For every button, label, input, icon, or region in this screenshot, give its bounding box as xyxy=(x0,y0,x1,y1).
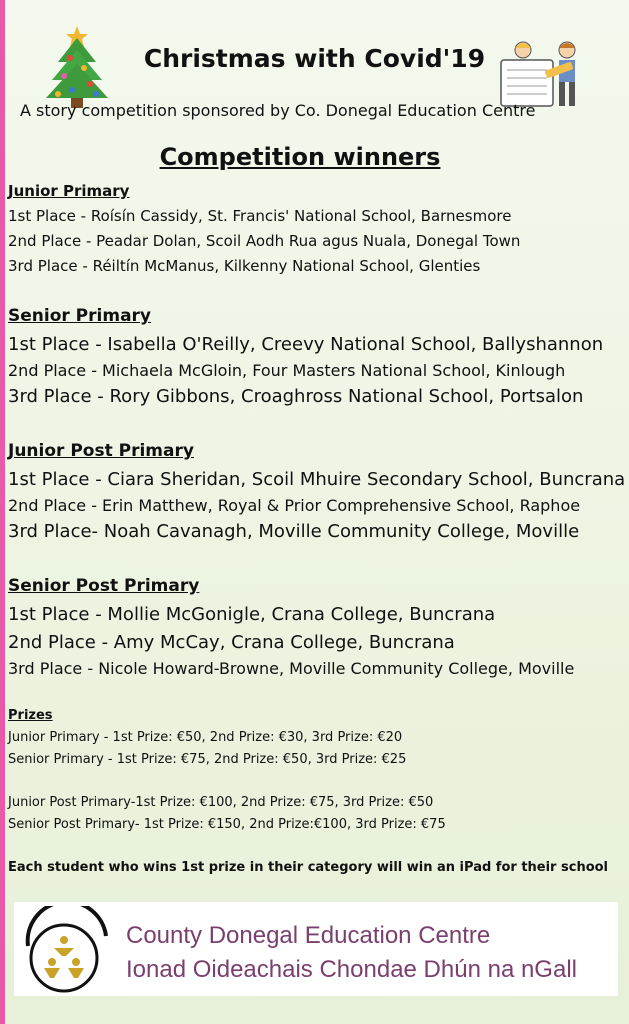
page-title: Christmas with Covid'19 xyxy=(143,44,486,73)
ipad-prize-note: Each student who wins 1st prize in their category will win an iPad for their school xyxy=(8,860,609,875)
page-subtitle: A story competition sponsored by Co. Donegal Education Centre xyxy=(20,101,536,120)
junior-primary-2nd: 2nd Place - Peadar Dolan, Scoil Aodh Rua agus Nuala, Donegal Town xyxy=(8,232,521,250)
logo-text-english: County Donegal Education Centre xyxy=(126,922,491,949)
senior-primary-3rd: 3rd Place - Rory Gibbons, Croaghross National School, Portsalon xyxy=(8,386,584,407)
senior-post-primary-3rd: 3rd Place - Nicole Howard-Browne, Moville Community College, Moville xyxy=(8,659,575,678)
senior-post-primary-1st: 1st Place - Mollie McGonigle, Crana College, Buncrana xyxy=(8,604,496,625)
education-centre-emblem-icon xyxy=(20,906,110,996)
education-centre-logo-banner xyxy=(14,902,618,996)
prize-senior-post-primary: Senior Post Primary- 1st Prize: €150, 2nd Prize:€100, 3rd Prize: €75 xyxy=(8,817,446,832)
prizes-heading: Prizes xyxy=(8,708,53,723)
competition-winners-heading: Competition winners xyxy=(159,143,441,171)
senior-post-primary-2nd: 2nd Place - Amy McCay, Crana College, Buncrana xyxy=(8,632,455,653)
junior-primary-1st: 1st Place - Roísín Cassidy, St. Francis' National School, Barnesmore xyxy=(8,207,512,225)
section-junior-post-primary-heading: Junior Post Primary xyxy=(8,441,194,461)
junior-primary-3rd: 3rd Place - Réiltín McManus, Kilkenny National School, Glenties xyxy=(8,257,481,275)
senior-primary-2nd: 2nd Place - Michaela McGloin, Four Masters National School, Kinlough xyxy=(8,361,566,380)
prize-senior-primary: Senior Primary - 1st Prize: €75, 2nd Prize: €50, 3rd Prize: €25 xyxy=(8,752,407,767)
logo-text-irish: Ionad Oideachais Chondae Dhún na nGall xyxy=(126,956,577,983)
section-senior-primary-heading: Senior Primary xyxy=(8,306,152,326)
senior-primary-1st: 1st Place - Isabella O'Reilly, Creevy National School, Ballyshannon xyxy=(8,334,604,355)
junior-post-primary-1st: 1st Place - Ciara Sheridan, Scoil Mhuire Secondary School, Buncrana xyxy=(8,469,626,490)
prize-junior-post-primary: Junior Post Primary-1st Prize: €100, 2nd Prize: €75, 3rd Prize: €50 xyxy=(8,795,434,810)
section-junior-primary-heading: Junior Primary xyxy=(8,182,130,200)
prize-junior-primary: Junior Primary - 1st Prize: €50, 2nd Prize: €30, 3rd Prize: €20 xyxy=(8,730,403,745)
junior-post-primary-3rd: 3rd Place- Noah Cavanagh, Moville Community College, Moville xyxy=(8,521,580,542)
junior-post-primary-2nd: 2nd Place - Erin Matthew, Royal & Prior Comprehensive School, Raphoe xyxy=(8,496,581,515)
section-senior-post-primary-heading: Senior Post Primary xyxy=(8,576,200,596)
